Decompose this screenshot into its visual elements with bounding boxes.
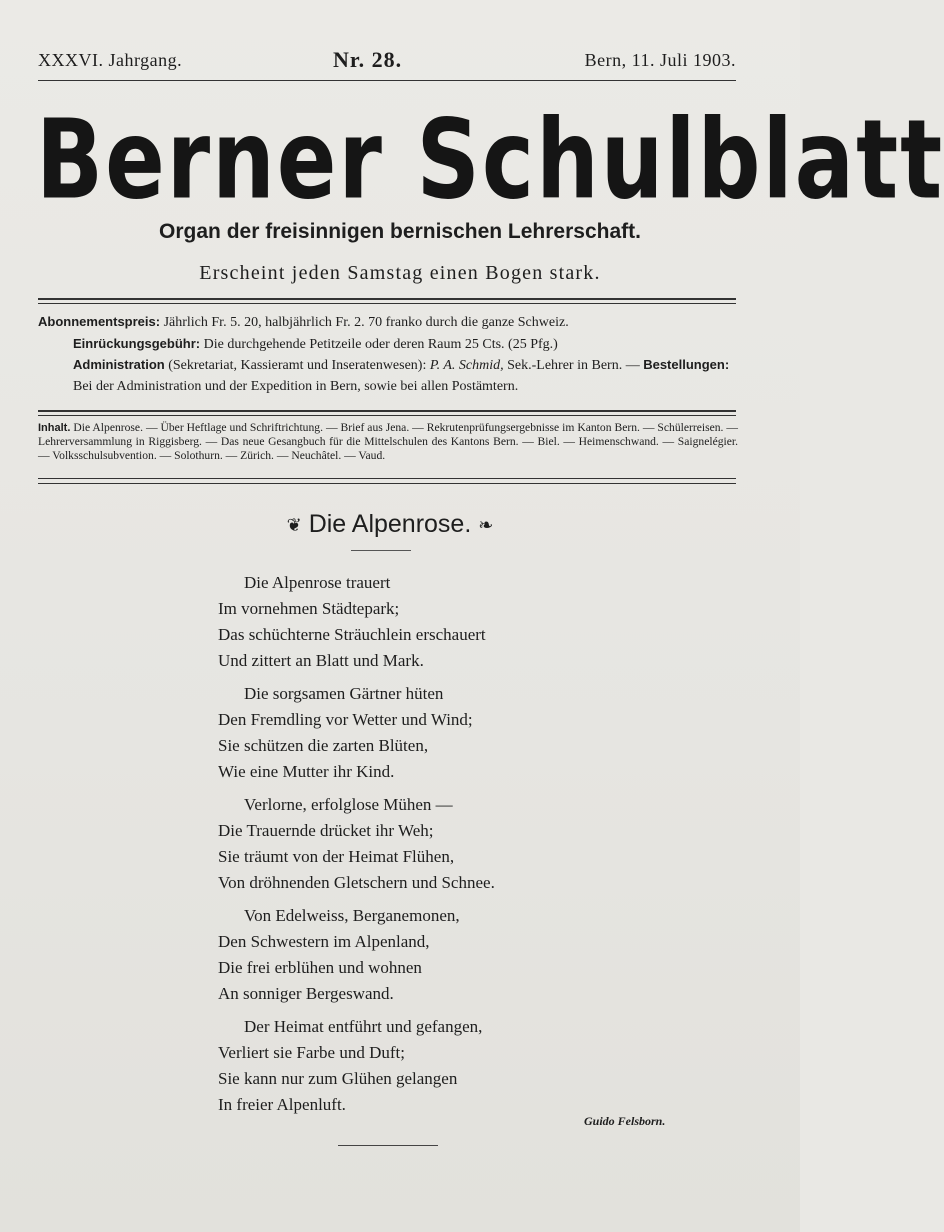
- poem-line: Den Schwestern im Alpenland,: [218, 932, 430, 951]
- admin-text-2: Sek.-Lehrer in Bern. —: [507, 358, 640, 373]
- masthead-rule-thick: [38, 298, 736, 300]
- contents-rule-thin-2: [38, 483, 736, 484]
- stanza: [218, 570, 598, 674]
- subscription-label: Abonnementspreis:: [38, 314, 161, 329]
- subscription-text: Jährlich Fr. 5. 20, halbjährlich Fr. 2. 70 franko durch die ganze Schweiz.: [163, 315, 569, 330]
- masthead-subtitle: Organ der freisinnigen bernischen Lehrerschaft.: [159, 220, 641, 243]
- right-flower-ornament-icon: ❧: [478, 514, 494, 535]
- fee-label: Einrückungsgebühr:: [73, 335, 201, 351]
- subscription-line: [38, 312, 738, 334]
- poem-body: [218, 570, 598, 1125]
- admin-line: [38, 355, 738, 397]
- orders-text: Bei der Administration und der Expedition in Bern, sowie bei allen Postämtern.: [73, 378, 519, 394]
- volume-label: XXXVI. Jahrgang.: [38, 50, 183, 70]
- poem-line: In freier Alpenluft.: [218, 1095, 346, 1114]
- poem-title: Die Alpenrose.: [308, 510, 472, 538]
- poem-line: Und zittert an Blatt und Mark.: [218, 651, 424, 670]
- header-rule: [38, 80, 736, 81]
- poem-line: Im vornehmen Städtepark;: [218, 599, 400, 618]
- poem-line: Den Fremdling vor Wetter und Wind;: [218, 710, 473, 729]
- contents-label: Inhalt.: [38, 422, 71, 434]
- poem-author: Guido Felsborn.: [584, 1114, 666, 1128]
- poem-title-rule: [351, 550, 411, 551]
- poem-line: Die Trauernde drücket ihr Weh;: [218, 821, 434, 840]
- poem-line: Von dröhnenden Gletschern und Schnee.: [218, 873, 495, 892]
- info-rule-thin: [38, 415, 736, 416]
- poem-line: Wie eine Mutter ihr Kind.: [218, 762, 395, 781]
- poem-line: Das schüchterne Sträuchlein erschauert: [218, 625, 486, 644]
- poem-line: Die Alpenrose trauert: [244, 573, 391, 592]
- poem-line: An sonniger Bergeswand.: [218, 984, 394, 1003]
- stanza: [218, 1014, 598, 1118]
- left-flower-ornament-icon: ❦: [286, 514, 302, 535]
- poem-line: Die frei erblühen und wohnen: [218, 958, 422, 977]
- contents-rule-thin: [38, 478, 736, 479]
- fee-line: [38, 334, 738, 356]
- poem-line: Sie schützen die zarten Blüten,: [218, 736, 429, 755]
- admin-label: Administration: [73, 357, 165, 372]
- stanza: [218, 792, 598, 896]
- poem-line: Sie träumt von der Heimat Flühen,: [218, 847, 455, 866]
- place-date: Bern, 11. Juli 1903.: [584, 50, 736, 70]
- poem-line: Von Edelweiss, Berganemonen,: [244, 906, 460, 925]
- stanza: [218, 903, 598, 1007]
- poem-line: Verlorne, erfolglose Mühen —: [244, 795, 453, 814]
- stanza: [218, 681, 598, 785]
- admin-text: (Sekretariat, Kassieramt und Inseratenwesen):: [168, 358, 427, 373]
- masthead-rule-thin: [38, 303, 736, 304]
- poem-line: Sie kann nur zum Glühen gelangen: [218, 1069, 458, 1088]
- poem-line: Der Heimat entführt und gefangen,: [244, 1017, 483, 1036]
- closing-rule: [338, 1145, 438, 1146]
- poem-line: Verliert sie Farbe und Duft;: [218, 1043, 405, 1062]
- poem-line: Die sorgsamen Gärtner hüten: [244, 684, 444, 703]
- table-of-contents: [38, 421, 738, 463]
- fee-text: Die durchgehende Petitzeile oder deren Raum 25 Cts. (25 Pfg.): [203, 336, 558, 352]
- orders-label: Bestellungen:: [643, 357, 730, 372]
- masthead-tagline: Erscheint jeden Samstag einen Bogen stark.: [199, 262, 601, 284]
- poem-heading: [0, 510, 780, 539]
- info-rule-thick: [38, 410, 736, 412]
- issue-number: Nr. 28.: [333, 47, 403, 72]
- admin-name: P. A. Schmid,: [429, 358, 504, 373]
- contents-text: Die Alpenrose. — Über Heftlage und Schriftrichtung. — Brief aus Jena. — Rekrutenprüfungsergebnisse im Kanton Bern. — Schülerreisen. — Lehrerversammlung in Riggisberg. — Das neue Gesangbuch für die Mittelschulen des Kantons Bern. — Biel. — Heimenschwand. — Saignelégier. — Volksschulsubvention. — Solothurn. — Zürich. — Neuchâtel. — Vaud.: [38, 421, 738, 462]
- issue-header: [38, 47, 736, 74]
- subscription-info: [38, 312, 738, 397]
- masthead-title: Berner Schulblatt: [36, 95, 944, 224]
